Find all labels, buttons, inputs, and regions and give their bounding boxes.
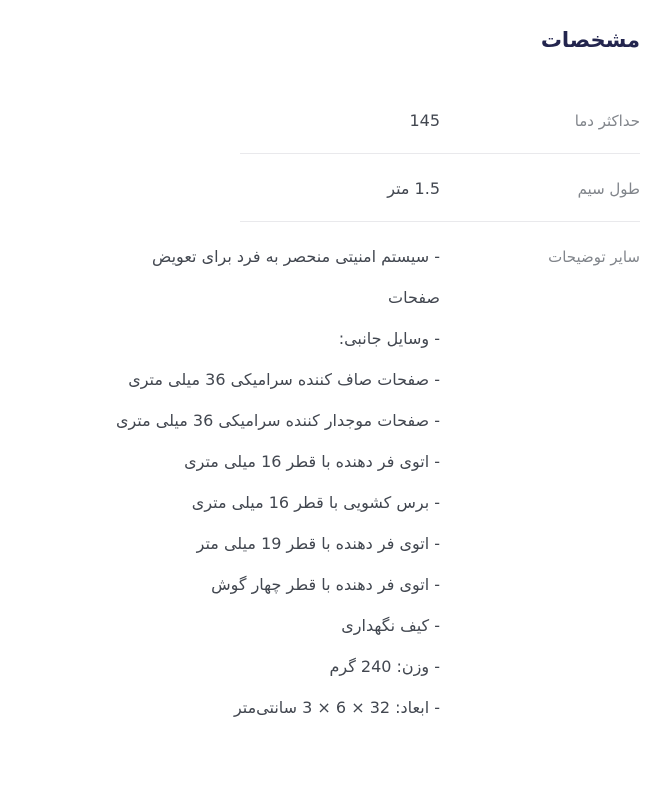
spec-key: سایر توضیحات	[548, 248, 640, 266]
row-divider	[240, 153, 640, 154]
spec-value	[40, 108, 440, 154]
spec-row-other-descriptions	[32, 244, 640, 728]
description-line: - اتوی فر دهنده با قطر 16 میلی متری	[184, 452, 440, 471]
description-line: - سیستم امنیتی منحصر به فرد برای تعویض	[152, 247, 440, 266]
spec-row-max-temperature	[32, 108, 640, 154]
description-line: - کیف نگهداری	[341, 616, 440, 635]
description-line: - وزن: 240 گرم	[329, 657, 440, 676]
description-line: - صفحات موجدار کننده سرامیکی 36 میلی متری	[115, 411, 440, 430]
spec-value	[40, 176, 440, 222]
spec-key: طول سیم	[577, 180, 640, 198]
spec-value-text: 145	[409, 111, 440, 130]
description-line: - ابعاد: 32 × 6 × 3 سانتی‌متر	[233, 698, 440, 717]
description-line: صفحات	[388, 288, 440, 307]
description-line: - اتوی فر دهنده با قطر چهار گوش	[211, 575, 440, 594]
spec-value-text: 1.5 متر	[387, 179, 440, 198]
description-line: - صفحات صاف کننده سرامیکی 36 میلی متری	[128, 370, 440, 389]
spec-key: حداکثر دما	[574, 112, 640, 130]
description-line: - اتوی فر دهنده با قطر 19 میلی متر	[196, 534, 440, 553]
section-title: مشخصات	[540, 28, 640, 52]
row-divider	[240, 221, 640, 222]
description-line: - وسایل جانبی:	[338, 329, 440, 348]
spec-description	[40, 236, 440, 728]
spec-row-cord-length	[32, 176, 640, 222]
description-line: - برس کشویی با قطر 16 میلی متری	[191, 493, 440, 512]
